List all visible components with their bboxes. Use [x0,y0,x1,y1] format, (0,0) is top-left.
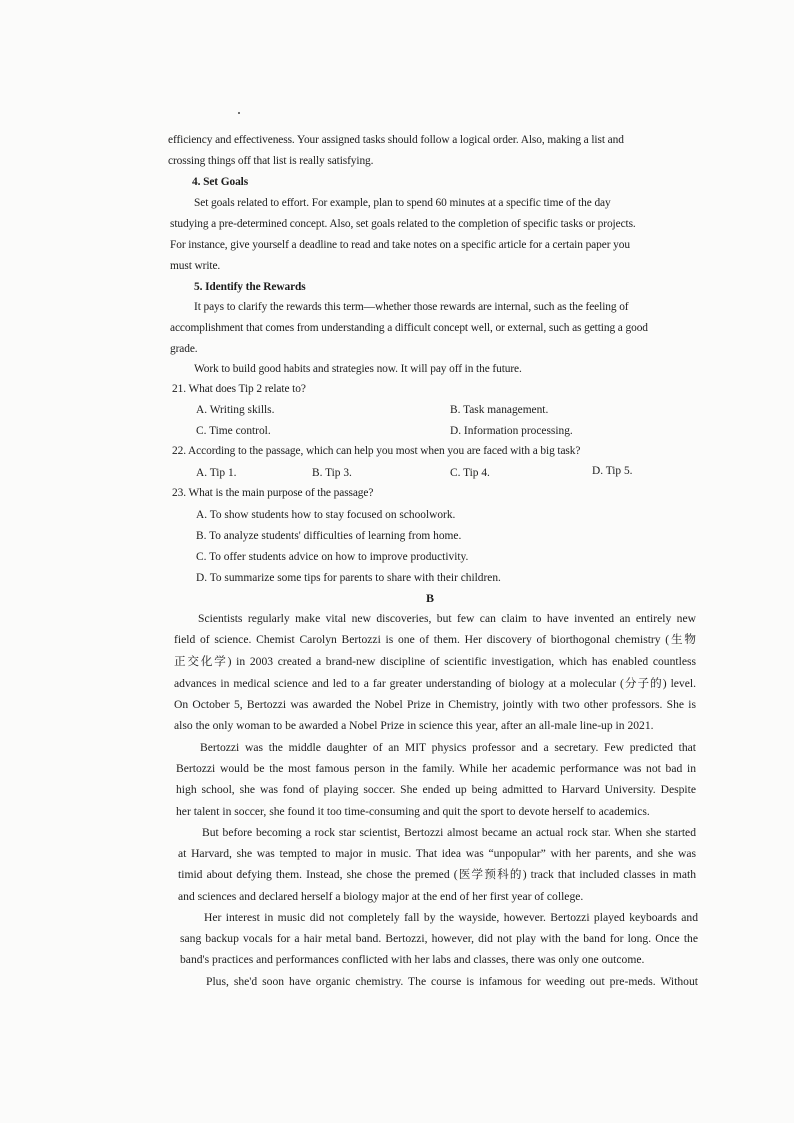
q21-option-d: D. Information processing. [450,425,573,437]
q23-option-d: D. To summarize some tips for parents to share with their children. [196,572,501,584]
q21-stem: 21. What does Tip 2 relate to? [172,383,306,395]
q23-option-b: B. To analyze students' difficulties of learning from home. [196,530,462,542]
tip4-heading: 4. Set Goals [192,176,249,188]
section-b-heading: B [426,591,435,605]
tip4-line-1: Set goals related to effort. For example, plan to spend 60 minutes at a specific time of the day [194,197,611,209]
b-p4-line-3: band's practices and performances conflicted with her labs and classes, there was only one outcome. [180,953,645,966]
tip5-line-1: It pays to clarify the rewards this term—whether those rewards are internal, such as the feeling of [194,301,629,313]
tip4-line-3: For instance, give yourself a deadline to read and take notes on a specific article for a certain paper you [170,239,630,251]
closing-line: Work to build good habits and strategies now. It will pay off in the future. [194,363,522,375]
tip5-line-2: accomplishment that comes from understanding a difficult concept well, or external, such as getting a good [170,322,648,334]
b-p2-line-4: her talent in soccer, she found it too time-consuming and quit the sport to devote herself to academics. [176,805,650,818]
q22-option-a: A. Tip 1. [196,467,237,479]
tip5-line-3: grade. [170,343,198,355]
tip5-heading: 5. Identify the Rewards [194,281,306,293]
b-p2-line-1: Bertozzi was the middle daughter of an MIT physics professor and a secretary. Few predicted that [200,741,696,754]
b-p1-line-3: 正交化学) in 2003 created a brand-new discipline of scientific investigation, which has enabled countless [174,655,696,668]
b-p1-line-5: On October 5, Bertozzi was awarded the Nobel Prize in Chemistry, jointly with two other professors. She is [174,698,696,711]
q23-option-c: C. To offer students advice on how to improve productivity. [196,551,469,563]
b-p3-line-4: and sciences and declared herself a biology major at the end of her first year of college. [178,890,584,903]
scan-speck [238,112,240,114]
b-p5-line-1: Plus, she'd soon have organic chemistry. The course is infamous for weeding out pre-meds. Without [206,975,698,988]
b-p2-line-2: Bertozzi would be the most famous person in the family. While her academic performance was not bad in [176,762,696,775]
intro-line-1: efficiency and effectiveness. Your assigned tasks should follow a logical order. Also, making a list and [168,134,624,146]
tip4-line-4: must write. [170,260,221,272]
q23-option-a: A. To show students how to stay focused on schoolwork. [196,509,456,521]
b-p1-line-6: also the only woman to be awarded a Nobel Prize in science this year, after an all-male line-up in 2021. [174,719,654,732]
q21-option-c: C. Time control. [196,425,271,437]
q22-stem: 22. According to the passage, which can help you most when you are faced with a big task? [172,445,581,457]
q22-option-c: C. Tip 4. [450,467,490,479]
q21-option-a: A. Writing skills. [196,404,275,416]
b-p1-line-2: field of science. Chemist Carolyn Bertozzi is one of them. Her discovery of biorthogonal chemistry (生物 [174,633,696,646]
b-p4-line-2: sang backup vocals for a hair metal band. Bertozzi, however, did not play with the band for long. Once the [180,932,698,945]
q23-stem: 23. What is the main purpose of the passage? [172,487,374,499]
b-p2-line-3: high school, she was fond of playing soccer. She ended up being admitted to Harvard University. Despite [176,783,696,796]
b-p4-line-1: Her interest in music did not completely fall by the wayside, however. Bertozzi played keyboards and [204,911,698,924]
b-p3-line-1: But before becoming a rock star scientist, Bertozzi almost became an actual rock star. When she started [202,826,696,839]
b-p1-line-1: Scientists regularly make vital new discoveries, but few can claim to have invented an entirely new [198,612,696,625]
tip4-line-2: studying a pre-determined concept. Also, set goals related to the completion of specific tasks or projects. [170,218,636,230]
b-p3-line-3: timid about defying them. Instead, she chose the premed (医学预科的) track that included classes in math [178,868,696,881]
q21-option-b: B. Task management. [450,404,549,416]
b-p1-line-4: advances in medical science and led to a far greater understanding of biology at a molecular (分子的) level. [174,677,696,690]
intro-line-2: crossing things off that list is really satisfying. [168,155,374,167]
q22-option-b: B. Tip 3. [312,467,352,479]
b-p3-line-2: at Harvard, she was tempted to major in music. That idea was “unpopular” with her parents, and she was [178,847,696,860]
q22-option-d: D. Tip 5. [592,465,633,477]
